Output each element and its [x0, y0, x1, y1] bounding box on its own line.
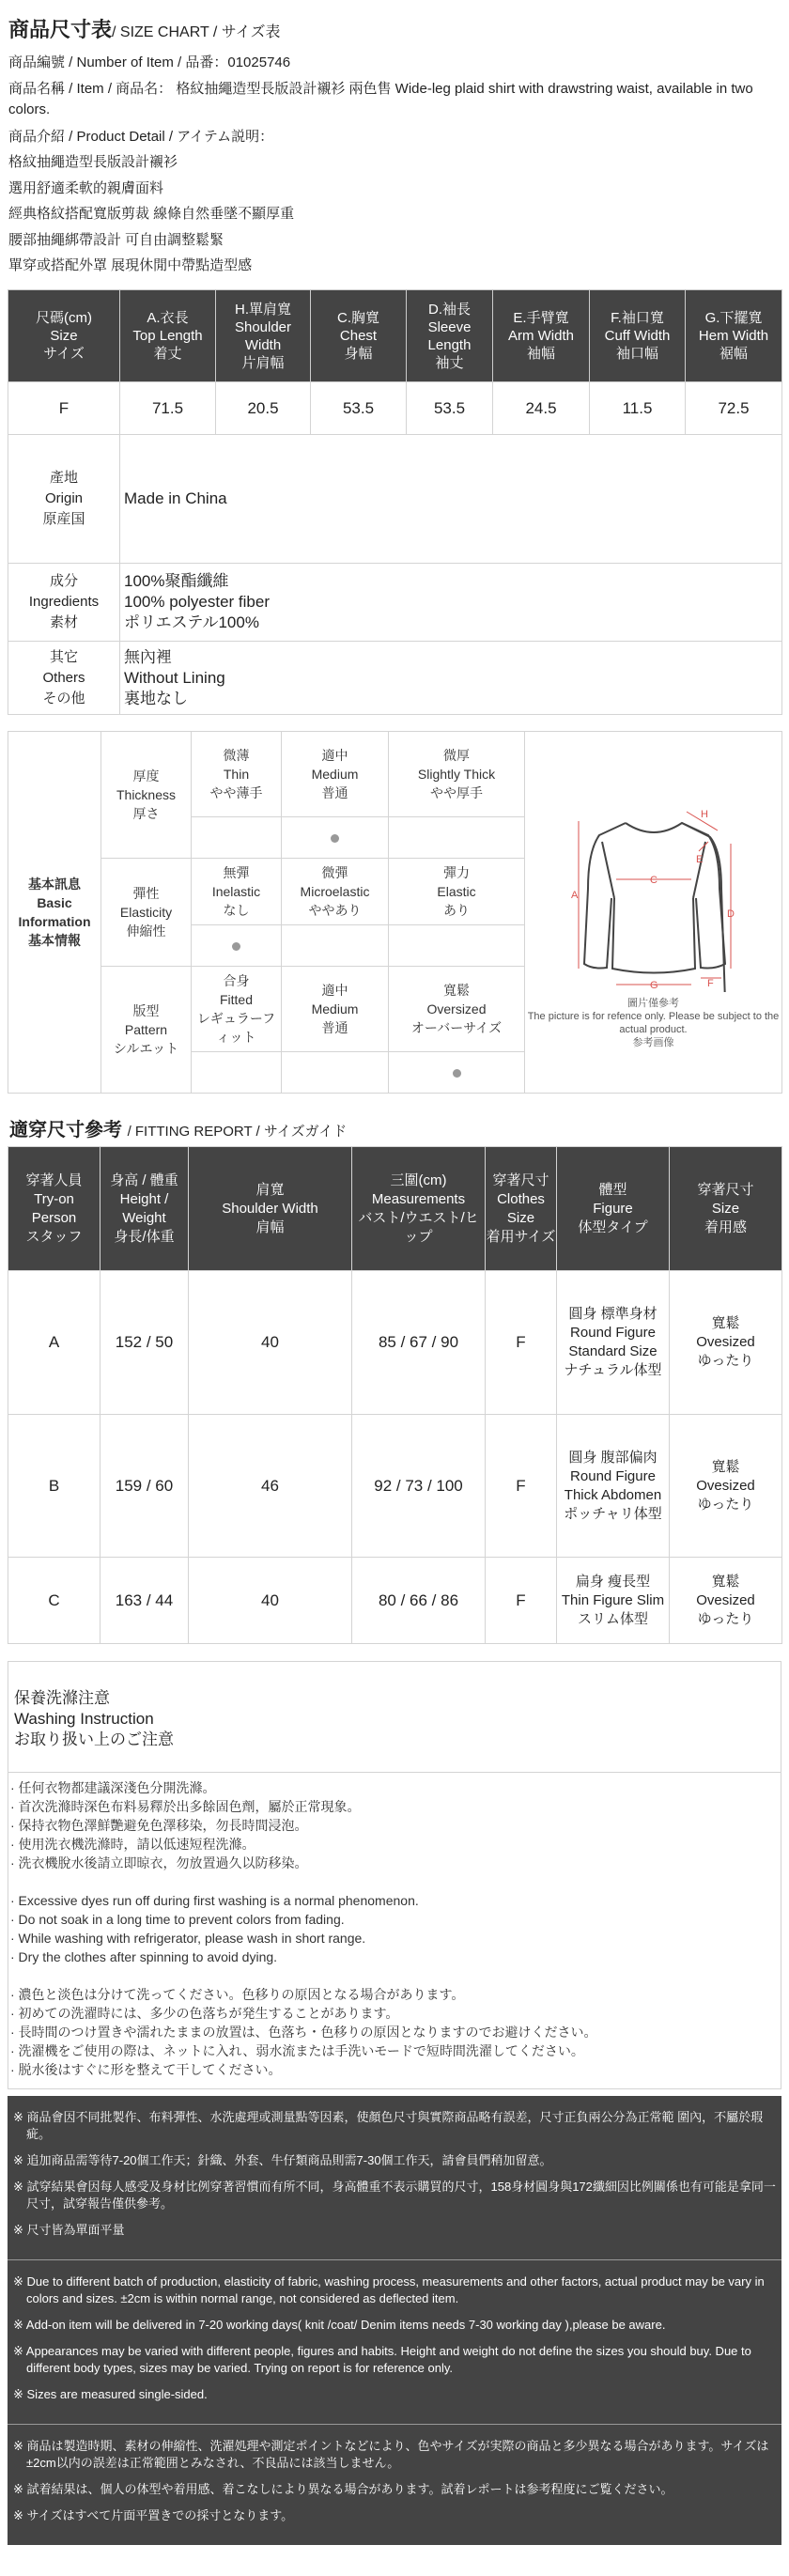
ingredients-value [120, 564, 782, 642]
header-text: E.手臂寬 [513, 310, 569, 326]
t: Oversized [426, 1001, 487, 1016]
t: 厚さ [132, 806, 160, 821]
option-indicator [389, 817, 525, 859]
selected-dot-icon [453, 1069, 461, 1078]
fitting-header-cell [352, 1147, 486, 1271]
v: Without Lining [124, 668, 225, 687]
t: レギュラーフィット [196, 1011, 276, 1045]
svg-text:H: H [700, 808, 708, 820]
washing-item: · 使用洗衣機洗滌時，請以低速短程洗滌。 [10, 1837, 255, 1852]
header-text: 袖幅 [526, 346, 555, 362]
size-header-cell [407, 290, 493, 382]
header-text: Top Length [132, 328, 203, 344]
t: Ovesized [696, 1591, 755, 1608]
header-text: C.胸寬 [336, 310, 379, 326]
t: 合身 [223, 973, 250, 988]
v: 100%聚酯纖維 [124, 572, 229, 590]
t: オーバーサイズ [410, 1020, 503, 1035]
sweater-diagram-icon [560, 776, 748, 992]
t: シルエット [113, 1041, 179, 1056]
detail-line: 經典格紋搭配寬版剪裁 線條自然垂墜不顯厚重 [8, 206, 295, 222]
svg-text:F: F [706, 977, 714, 989]
note-item: ※ Sizes are measured single-sided. [13, 2387, 208, 2401]
note-item: ※ 試着結果は、個人の体型や着用感、着こなしにより異なる場合があります。試着レポートは参考程度にご覧ください。 [13, 2482, 673, 2496]
size-header-cell [686, 290, 782, 382]
t: 身高 / 體重 [110, 1172, 178, 1188]
t: 圓身 腹部偏肉 [568, 1449, 658, 1466]
t: お取り扱い上のご注意 [14, 1730, 174, 1748]
t: Inelastic [211, 884, 261, 899]
header-text: 着丈 [153, 346, 182, 362]
washing-list [8, 1773, 781, 2088]
fitting-person: C [8, 1558, 101, 1644]
fitting-hw: 163 / 44 [101, 1558, 189, 1644]
fitting-hw: 159 / 60 [101, 1415, 189, 1558]
washing-item: · 濃色と淡色は分けて洗ってください。色移りの原因となる場合があります。 [10, 1987, 465, 2002]
garment-diagram [525, 732, 782, 1094]
washing-item: · While washing with refrigerator, please wash in short range. [10, 1931, 366, 1946]
t: スリム体型 [577, 1610, 648, 1627]
svg-text:G: G [649, 979, 658, 991]
header-text: 袖口幅 [615, 346, 658, 362]
header-text: サイズ [43, 346, 85, 362]
fitting-header-cell [557, 1147, 670, 1271]
header-text: Hem Width [698, 328, 769, 344]
detail-line: 選用舒適柔軟的親膚面料 [8, 179, 164, 196]
v: ポリエステル100% [124, 613, 259, 631]
t: 肩幅 [255, 1218, 285, 1235]
t: Fitted [219, 992, 253, 1007]
t: Thickness [116, 787, 177, 802]
t: 穿著人員 [25, 1172, 83, 1188]
l: Origin [44, 490, 83, 506]
option-indicator [282, 1052, 389, 1094]
size-header-row [8, 290, 782, 382]
option-indicator [389, 1052, 525, 1094]
l: 素材 [49, 614, 78, 630]
t: バスト/ウエスト/ヒップ [358, 1209, 479, 1245]
note-item: ※ サイズはすべて片面平置きでの採寸となります。 [13, 2508, 294, 2522]
fitting-header-cell [8, 1147, 101, 1271]
t: 圓身 標準身材 [568, 1306, 658, 1322]
svg-text:C: C [649, 874, 658, 886]
fitting-title [9, 1114, 347, 1141]
fitting-meas: 80 / 66 / 86 [352, 1558, 486, 1644]
t: Figure [593, 1200, 633, 1217]
note-item: ※ 商品は製造時期、素材の伸縮性、洗濯処理や測定ポイントなどにより、色やサイズが実際の商品と多少異なる場合があります。サイズは±2cm以内の誤差は正常範囲とみなされ、不良品には該当しません。 [13, 2439, 769, 2470]
spacer [10, 1966, 781, 1985]
fitting-figure [557, 1558, 670, 1644]
t: 彈性 [132, 886, 160, 901]
washing-item: · 初めての洗濯時には、多少の色落ちが発生することがあります。 [10, 2006, 399, 2021]
washing-item: · 洗濯機をご使用の際は、ネットに入れ、弱水流または手洗いモードで短時間洗濯してください。 [10, 2043, 584, 2058]
diagram-caption [525, 997, 781, 1049]
header-text: D.袖長 [427, 301, 471, 318]
t: 版型 [132, 1003, 160, 1018]
option-label [389, 732, 525, 817]
size-value: 53.5 [407, 382, 493, 435]
t: 基本情報 [28, 933, 81, 948]
fitting-feel [670, 1558, 782, 1644]
l: 其它 [49, 648, 78, 665]
header-text: Sleeve Length [427, 318, 472, 353]
option-label [192, 967, 282, 1052]
size-header-cell [120, 290, 216, 382]
note-item: ※ 尺寸皆為單面平量 [13, 2223, 125, 2237]
l: Others [42, 669, 85, 686]
fitting-size: F [486, 1271, 557, 1415]
t: 寬鬆 [711, 1315, 740, 1331]
t: 普通 [321, 785, 348, 800]
header-text: 裾幅 [719, 346, 748, 362]
ingredients-row [8, 564, 782, 642]
product-intro [8, 13, 779, 279]
t: Information [18, 914, 91, 929]
fitting-table [8, 1146, 782, 1644]
origin-label [8, 435, 120, 564]
notes-section-ja [8, 2425, 781, 2545]
t: Try-on [34, 1190, 74, 1207]
t: Person [31, 1209, 77, 1226]
washing-item: · 脱水後はすぐに形を整えて干してください。 [10, 2062, 282, 2077]
option-indicator [192, 925, 282, 967]
option-label [282, 967, 389, 1052]
washing-title [8, 1662, 781, 1773]
v: 無內裡 [124, 647, 172, 666]
washing-item: · 保持衣物色澤鮮艷避免色澤移染，勿長時間浸泡。 [10, 1818, 308, 1833]
size-value: 53.5 [311, 382, 407, 435]
size-header-cell [493, 290, 590, 382]
header-text: 袖丈 [435, 354, 464, 371]
washing-item: · Dry the clothes after spinning to avoid dying. [10, 1949, 278, 1964]
basic-info-label [8, 732, 101, 1094]
t: やや薄手 [209, 785, 263, 800]
option-indicator [192, 817, 282, 859]
option-indicator [282, 925, 389, 967]
header-text: A.衣長 [147, 310, 189, 326]
t: 三圍(cm) [390, 1172, 447, 1188]
fitting-row [8, 1558, 782, 1644]
t: Medium [311, 767, 359, 782]
size-header-cell [311, 290, 407, 382]
svg-text:D: D [726, 908, 735, 920]
size-row [8, 382, 782, 435]
washing-item: · 首次洗滌時深色布料易釋於出多餘固色劑，屬於正常現象。 [10, 1799, 361, 1814]
t: Microelastic [300, 884, 370, 899]
fitting-figure [557, 1271, 670, 1415]
t: The picture is for refence only. Please be subject to the actual product. [527, 1010, 780, 1035]
fitting-header-cell [670, 1147, 782, 1271]
size-header-cell [590, 290, 686, 382]
fitting-size: F [486, 1415, 557, 1558]
fitting-header-cell [101, 1147, 189, 1271]
fitting-title-sub: / FITTING REPORT / サイズガイド [127, 1124, 348, 1140]
t: 厚度 [132, 768, 160, 784]
fitting-row [8, 1271, 782, 1415]
fitting-hw: 152 / 50 [101, 1271, 189, 1415]
attr-label-0 [101, 732, 192, 859]
fitting-title-main: 適穿尺寸參考 [9, 1120, 122, 1141]
header-text: Shoulder Width [234, 318, 292, 353]
t: 彈力 [443, 865, 470, 880]
t: 体型タイプ [578, 1218, 648, 1235]
title-sub: / SIZE CHART / サイズ表 [112, 24, 281, 40]
t: Thin [223, 767, 250, 782]
origin-row [8, 435, 782, 564]
t: 寬鬆 [711, 1458, 740, 1475]
header-text: Cuff Width [604, 328, 671, 344]
t: 着用サイズ [486, 1228, 556, 1245]
option-indicator [389, 925, 525, 967]
fitting-meas: 92 / 73 / 100 [352, 1415, 486, 1558]
size-chart-title [8, 13, 779, 50]
t: Medium [311, 1001, 359, 1016]
basic-info-table [8, 731, 782, 1094]
header-text: Size [50, 328, 78, 344]
selected-dot-icon [232, 942, 240, 951]
washing-item: · 長時間のつけ置きや濡れたままの放置は、色落ち・色移りの原因となりますのでお避けください。 [10, 2025, 597, 2040]
option-label [192, 732, 282, 817]
t: 参考画像 [632, 1036, 674, 1048]
attr-label-2 [101, 967, 192, 1094]
size-value: 20.5 [216, 382, 311, 435]
l: 原産国 [42, 511, 85, 527]
size-header-cell [216, 290, 311, 382]
washing-item: · 洗衣機脫水後請立即晾衣，勿放置過久以防移染。 [10, 1855, 308, 1870]
fitting-feel [670, 1415, 782, 1558]
v: 裏地なし [124, 689, 188, 707]
l: 產地 [49, 470, 78, 486]
others-label [8, 642, 120, 715]
size-header-cell [8, 290, 120, 382]
t: ナチュラル体型 [564, 1362, 662, 1378]
t: 適中 [321, 748, 348, 763]
header-text: H.單肩寬 [234, 301, 291, 318]
note-item: ※ 試穿結果會因每人感受及身材比例穿著習慣而有所不同，身高體重不表示購買的尺寸，158身材圓身與172纖細因比例關係也有可能是拿同一尺寸，試穿報告僅供參考。 [13, 2180, 776, 2211]
item-number: 商品編號 / Number of Item / 品番：01025746 [8, 54, 291, 70]
size-value: 11.5 [590, 382, 686, 435]
fitting-header-cell [189, 1147, 352, 1271]
t: スタッフ [25, 1228, 83, 1245]
t: Clothes Size [497, 1190, 545, 1226]
washing-item: · Do not soak in a long time to prevent colors from fading. [10, 1912, 345, 1927]
fitting-shoulder: 46 [189, 1415, 352, 1558]
t: Slightly Thick [417, 767, 496, 782]
t: 圖片僅參考 [627, 997, 679, 1009]
fitting-shoulder: 40 [189, 1558, 352, 1644]
t: 穿著尺寸 [492, 1172, 549, 1188]
t: Elasticity [119, 905, 173, 920]
svg-text:E: E [695, 853, 703, 865]
t: 身長/体重 [114, 1228, 175, 1245]
note-item: ※ 商品會因不同批製作、布料彈性、水洗處理或測量點等因素，使顏色尺寸與實際商品略有誤差，尺寸正負兩公分為正常範 圍內，不屬於瑕疵。 [13, 2110, 764, 2141]
t: Round Figure Standard Size [568, 1325, 658, 1359]
fitting-feel [670, 1271, 782, 1415]
t: 肩寬 [255, 1181, 285, 1198]
t: Ovesized [696, 1334, 755, 1350]
size-chart-table [8, 289, 782, 715]
washing-instructions [8, 1661, 781, 2089]
t: なし [223, 903, 250, 918]
others-value [120, 642, 782, 715]
size-value: 24.5 [493, 382, 590, 435]
ingredients-label [8, 564, 120, 642]
title-main: 商品尺寸表 [8, 18, 113, 41]
size-value: 72.5 [686, 382, 782, 435]
t: 微厚 [443, 748, 470, 763]
l: その他 [42, 690, 85, 706]
origin-value: Made in China [120, 435, 782, 564]
t: Ovesized [696, 1477, 755, 1494]
size-value: 71.5 [120, 382, 216, 435]
detail-line: 單穿或搭配外罩 展現休閒中帶點造型感 [8, 257, 253, 273]
others-row [8, 642, 782, 715]
t: Pattern [124, 1022, 168, 1037]
option-indicator [282, 817, 389, 859]
t: 寬鬆 [711, 1573, 740, 1590]
fitting-figure [557, 1415, 670, 1558]
fitting-header-row [8, 1147, 782, 1271]
note-item: ※ Due to different batch of production, elasticity of fabric, washing process, measurements and other factors, actual product may be vary in colors and sizes. ±2cm is within normal range, not considered as deflected item. [13, 2274, 765, 2305]
t: 微薄 [223, 748, 250, 763]
fitting-row [8, 1415, 782, 1558]
header-text: F.袖口寬 [611, 310, 664, 326]
washing-item: · 任何衣物都建議深淺色分開洗滌。 [10, 1780, 216, 1795]
t: Washing Instruction [14, 1710, 154, 1728]
t: 保養洗滌注意 [14, 1689, 110, 1707]
fitting-size: F [486, 1558, 557, 1644]
t: 體型 [598, 1181, 627, 1198]
option-label [282, 732, 389, 817]
option-label [389, 859, 525, 925]
washing-item: · Excessive dyes run off during first washing is a normal phenomenon. [10, 1893, 419, 1908]
notes-section-en [8, 2260, 781, 2425]
selected-dot-icon [331, 834, 339, 843]
t: 寬鬆 [443, 983, 470, 998]
t: ゆったり [697, 1353, 754, 1369]
header-text: 尺碼(cm) [36, 310, 92, 326]
basic-row-labels [8, 732, 782, 817]
note-item: ※ Appearances may be varied with different people, figures and habits. Height and weight do not define the sizes you should buy. Due to different body types, sizes may be varied. Trying on report is for reference only. [13, 2344, 751, 2375]
option-label [282, 859, 389, 925]
item-name: 商品名稱 / Item / 商品名： 格紋抽繩造型長版設計襯衫 兩色售 Wide-leg plaid shirt with drawstring waist, available in two colors. [8, 80, 753, 117]
t: Size [711, 1200, 740, 1217]
t: Round Figure Thick Abdomen [564, 1467, 662, 1503]
detail-line: 格紋抽繩造型長版設計襯衫 [8, 154, 178, 170]
t: ややあり [308, 903, 362, 918]
attr-label-1 [101, 859, 192, 967]
t: 着用感 [704, 1218, 747, 1235]
notes-section-zh [8, 2096, 781, 2260]
t: 扁身 瘦長型 [575, 1573, 651, 1590]
t: Basic [37, 895, 72, 910]
t: Shoulder Width [222, 1200, 318, 1217]
option-label [192, 859, 282, 925]
t: ポッチャリ体型 [564, 1505, 662, 1522]
t: あり [443, 903, 470, 918]
t: ゆったり [697, 1496, 754, 1513]
note-item: ※ 追加商品需等待7-20個工作天；針織、外套、牛仔類商品則需7-30個工作天，請會員們稍加留意。 [13, 2153, 552, 2167]
note-item: ※ Add-on item will be delivered in 7-20 working days( knit /coat/ Denim items needs 7-30 working day ),please be aware. [13, 2318, 666, 2332]
fitting-meas: 85 / 67 / 90 [352, 1271, 486, 1415]
t: 微彈 [321, 865, 348, 880]
t: Thin Figure Slim [561, 1591, 665, 1608]
t: 基本訊息 [28, 877, 81, 892]
t: やや厚手 [430, 785, 483, 800]
header-text: Arm Width [507, 328, 574, 344]
fitting-header-cell [486, 1147, 557, 1271]
fitting-person: B [8, 1415, 101, 1558]
t: Measurements [371, 1190, 466, 1207]
l: 成分 [49, 573, 78, 589]
l: Ingredients [28, 594, 100, 610]
t: Height / Weight [119, 1190, 169, 1226]
t: 穿著尺寸 [697, 1181, 754, 1198]
t: ゆったり [697, 1610, 754, 1627]
notes-box [8, 2096, 781, 2545]
header-text: 片肩幅 [241, 354, 285, 371]
t: 無彈 [223, 865, 250, 880]
header-text: G.下擺寬 [704, 310, 763, 326]
option-label [389, 967, 525, 1052]
detail-line: 腰部抽繩綁帶設計 可自由調整鬆緊 [8, 231, 224, 248]
header-text: 身幅 [344, 346, 373, 362]
t: 伸縮性 [126, 923, 166, 939]
size-value: F [8, 382, 120, 435]
spacer [10, 1872, 781, 1891]
option-indicator [192, 1052, 282, 1094]
fitting-shoulder: 40 [189, 1271, 352, 1415]
detail-label: 商品介紹 / Product Detail / アイテム説明： [8, 128, 274, 145]
t: 普通 [321, 1020, 348, 1035]
svg-text:A: A [570, 889, 578, 901]
t: 適中 [321, 983, 348, 998]
header-text: Chest [339, 328, 378, 344]
v: 100% polyester fiber [124, 593, 270, 611]
fitting-person: A [8, 1271, 101, 1415]
t: Elastic [437, 884, 476, 899]
